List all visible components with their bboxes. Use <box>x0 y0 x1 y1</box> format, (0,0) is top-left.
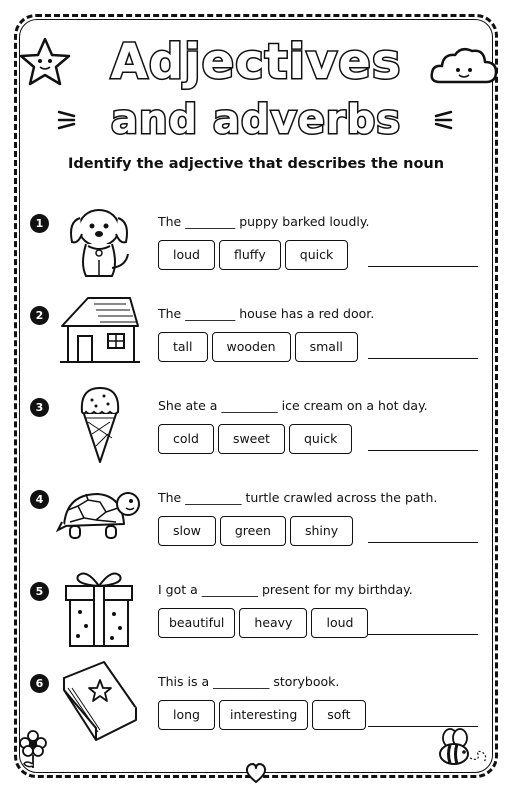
question-sentence: The ________ house has a red door. <box>158 306 375 321</box>
option-button[interactable]: fluffy <box>219 240 281 270</box>
question-row <box>0 574 512 664</box>
question-number: 4 <box>30 490 49 509</box>
option-button[interactable]: shiny <box>290 516 353 546</box>
answer-options <box>158 516 353 546</box>
ice-cream-icon <box>56 382 142 468</box>
option-button[interactable]: sweet <box>218 424 285 454</box>
option-button[interactable]: loud <box>311 608 368 638</box>
option-button[interactable]: slow <box>158 516 216 546</box>
gift-icon <box>56 566 142 652</box>
flower-icon <box>18 728 48 770</box>
option-button[interactable]: heavy <box>239 608 307 638</box>
answer-options <box>158 424 352 454</box>
question-row <box>0 390 512 480</box>
question-row <box>0 206 512 296</box>
question-number: 3 <box>30 398 49 417</box>
option-button[interactable]: quick <box>285 240 348 270</box>
instruction-text: Identify the adjective that describes the noun <box>67 156 445 172</box>
question-number: 6 <box>30 674 49 693</box>
answer-line[interactable] <box>368 542 478 543</box>
option-button[interactable]: loud <box>158 240 215 270</box>
question-row <box>0 482 512 572</box>
sparkle-right-icon <box>432 108 454 132</box>
answer-line[interactable] <box>368 450 478 451</box>
option-button[interactable]: quick <box>289 424 352 454</box>
option-button[interactable]: interesting <box>219 700 308 730</box>
answer-line[interactable] <box>368 358 478 359</box>
page-subtitle: and adverbs <box>110 97 402 143</box>
answer-line[interactable] <box>368 726 478 727</box>
bee-icon <box>434 728 490 768</box>
option-button[interactable]: wooden <box>212 332 291 362</box>
option-button[interactable]: green <box>220 516 286 546</box>
answer-options <box>158 608 368 638</box>
question-sentence: She ate a _________ ice cream on a hot day. <box>158 398 428 413</box>
answer-line[interactable] <box>368 634 478 635</box>
question-number: 1 <box>30 214 49 233</box>
option-button[interactable]: beautiful <box>158 608 235 638</box>
question-sentence: I got a _________ present for my birthday. <box>158 582 413 597</box>
turtle-icon <box>56 474 142 560</box>
answer-options <box>158 700 366 730</box>
question-sentence: The _________ turtle crawled across the path. <box>158 490 438 505</box>
option-button[interactable]: long <box>158 700 215 730</box>
question-number: 5 <box>30 582 49 601</box>
question-sentence: The ________ puppy barked loudly. <box>158 214 370 229</box>
page-title: Adjectives <box>110 34 402 90</box>
book-icon <box>56 658 142 744</box>
question-number: 2 <box>30 306 49 325</box>
heart-icon <box>244 762 268 784</box>
option-button[interactable]: tall <box>158 332 208 362</box>
option-button[interactable]: soft <box>312 700 365 730</box>
option-button[interactable]: small <box>295 332 358 362</box>
answer-line[interactable] <box>368 266 478 267</box>
question-sentence: This is a _________ storybook. <box>158 674 340 689</box>
question-row <box>0 298 512 388</box>
puppy-icon <box>56 198 142 284</box>
sparkle-left-icon <box>56 108 78 132</box>
answer-options <box>158 240 348 270</box>
answer-options <box>158 332 358 362</box>
option-button[interactable]: cold <box>158 424 214 454</box>
house-icon <box>56 290 142 376</box>
